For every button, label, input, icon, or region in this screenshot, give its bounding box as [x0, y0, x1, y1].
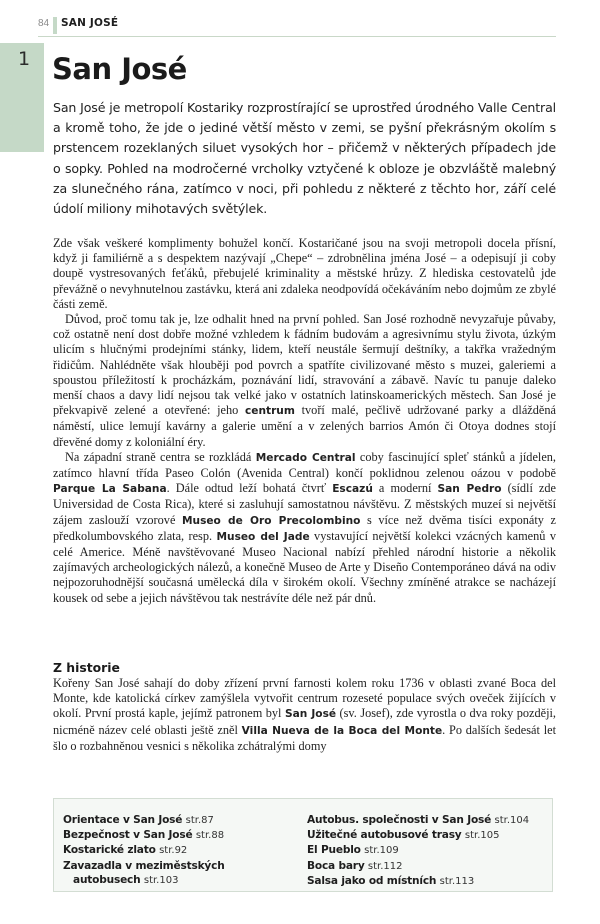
- body-text: [53, 236, 556, 606]
- text-run: s více než dvěma tisíci exponáty z předkolumbovského zlata, resp.: [53, 512, 556, 543]
- xref-page: str.103: [143, 874, 179, 886]
- xref-page: str.109: [364, 845, 399, 857]
- intro-paragraph: San José je metropolí Kostariky rozprostírající se uprostřed úrodného Valle Central a kromě toho, že jde o jediné větší město v zemi, se pyšní překrásným okolím s prstencem rozeklaných siluet vysokých hor – přičemž v některých případech jde o sopky. Pohled na modročerné vrcholky vztyčené k obloze je obzvláště malebný za slunečného rána, zatímco v noci, při pohledu z některé z těchto hor, září celé údolí miliony mihotavých světýlek.: [53, 100, 556, 217]
- cross-reference-item[interactable]: [63, 828, 225, 843]
- cross-reference-item[interactable]: [63, 859, 225, 888]
- text-run: vystavující největší kolekci vzácných kamenů v celé Americe. Méně navštěvované Museo Nacional nabízí přehled národní historie a několik zajímavých archeologických nálezů, a konečně Museo de Arte y Diseño Contemporáneo dává na odiv nejpozoruhodnější současná umělecká díla v širokém okolí. Všechny zmíněné atrakce se nacházejí kousek od sebe a jejich návštěvou tak nestrávíte déle než pár dnů.: [53, 528, 556, 605]
- text-run: a moderní: [372, 481, 438, 496]
- cross-reference-item[interactable]: [307, 828, 529, 843]
- highlight-mercado-central: Mercado Central: [255, 451, 356, 464]
- xref-label: Bezpečnost v San José: [63, 829, 193, 842]
- body-paragraph-3: [53, 450, 556, 606]
- highlight-museo-del-jade: Museo del Jade: [216, 530, 310, 543]
- xref-page: str.87: [185, 815, 214, 826]
- text-run: coby fascinující spleť stánků a jídelen, zatímco hlavní třída Paseo Colón (Avenida Central) končí poklidnou zelenou oázou v podobě: [53, 449, 556, 481]
- xref-label-continued: autobusech: [73, 873, 141, 886]
- running-title: SAN JOSÉ: [61, 17, 119, 29]
- section-heading-history: Z historie: [53, 660, 120, 675]
- highlight-escazu: Escazú: [332, 483, 373, 496]
- chapter-number: 1: [18, 48, 31, 70]
- cross-reference-item[interactable]: [307, 859, 529, 874]
- xref-page: str.112: [367, 860, 403, 872]
- cross-reference-column-left: [63, 813, 225, 888]
- body-paragraph-2: [53, 312, 556, 450]
- running-header: [38, 14, 556, 37]
- cross-reference-item[interactable]: [63, 813, 225, 828]
- chapter-tab: [0, 43, 44, 152]
- highlight-centrum: centrum: [245, 405, 295, 418]
- xref-label: Boca bary: [307, 859, 365, 872]
- text-run: tvoří malé, pečlivě udržované parky a dlážděná náměstí, ulice lemují kavárny a galerie umění a v zelených barrios Amón či Otoya dodnes stojí dřevěné domy z koloniální éry.: [53, 403, 556, 449]
- text-run: Kořeny San José sahají do doby zřízení první farnosti kolem roku 1736 v oblasti zvané Boca del Monte, kde katolická církev zamýšlela vytvořit centrum rozeseté populace svých oveček žijících v okolí. První prostá kaple, jejímž patronem byl: [53, 676, 556, 721]
- cross-reference-box: [53, 798, 553, 892]
- cross-reference-item[interactable]: [63, 843, 225, 858]
- xref-label: El Pueblo: [307, 844, 361, 857]
- highlight-san-jose: San José: [284, 708, 337, 721]
- text-run: Důvod, proč tomu tak je, lze odhalit hned na první pohled. San José rozhodně nevyzařuje půvaby, což ostatně není dost dobře možné vzhledem k fádním budovám a agresivnímu stylu života, úzkým ulicím s hlučnými prodejními stánky, lidem, kteří neustále šermují deštníky, a takřka vražedným řidičům. Nahlédněte však hlouběji pod povrch a spatříte civilizované město s muzei, galeriemi a spoustou příležitostí k procházkám, poznávání lidí, stravování a zábavě. Navíc tu panuje daleko menší chaos a davy lidí nejsou tak velké jako v ostatních latinskoamerických městech. San José je překvapivě zelené a otevřené: jeho: [53, 312, 556, 418]
- history-paragraph: [53, 676, 556, 754]
- xref-label: Salsa jako od místních: [307, 874, 437, 887]
- xref-page: str.113: [439, 875, 475, 887]
- highlight-san-pedro: San Pedro: [437, 483, 502, 496]
- highlight-parque-la-sabana: Parque La Sabana: [53, 483, 167, 496]
- page-number: 84: [38, 18, 50, 29]
- cross-reference-item[interactable]: [307, 843, 529, 858]
- xref-page: str.88: [195, 830, 225, 842]
- page-title: San José: [52, 52, 187, 86]
- xref-page: str.105: [464, 830, 500, 842]
- highlight-museo-de-oro: Museo de Oro Precolombino: [181, 514, 361, 527]
- xref-label: Orientace v San José: [63, 814, 183, 826]
- text-run: . Dále odtud leží bohatá čtvrť: [166, 481, 333, 496]
- xref-label: Kostarické zlato: [63, 844, 156, 857]
- cross-reference-item[interactable]: [307, 813, 529, 828]
- xref-label: Užitečné autobusové trasy: [307, 829, 462, 842]
- text-run: (sv. Josef), zde vyrostla o dva roky později, nicméně název celé oblasti ještě zněl: [53, 706, 557, 737]
- text-run: . Po dalších šedesát let šlo o rozbahněnou vesnici s několika zchátralými domy: [53, 722, 556, 753]
- xref-label: Autobus. společnosti v San José: [307, 814, 492, 826]
- xref-page: str.104: [494, 815, 530, 826]
- xref-label: Zavazadla v meziměstských: [63, 859, 225, 872]
- text-run: Na západní straně centra se rozkládá: [65, 449, 256, 464]
- text-run: (sídlí zde Universidad de Costa Rica), které si zasluhují samostatnou návštěvu. Z městských muzeí si největší zájem zaslouží vzorové: [53, 481, 556, 527]
- cross-reference-column-right: [307, 813, 529, 889]
- highlight-villa-nueva: Villa Nueva de la Boca del Monte: [241, 724, 443, 737]
- xref-page: str.92: [159, 845, 188, 857]
- header-accent-bar: [53, 17, 57, 34]
- cross-reference-item[interactable]: [307, 874, 529, 889]
- body-paragraph-1: Zde však veškeré komplimenty bohužel končí. Kostaričané jsou na svoji metropoli docela přísní, když ji familiérně a s despektem nazývají „Chepe“ – zdrobnělina jména José – a odepisují ji coby doupě vystresovaných feťáků, přebujelé kriminality a městské hrůzy. Z hlediska cestovatelů jde převážně o nevyhnutelnou zastávku, která ani zdaleka neodpovídá očekáváním nebo dojmům ze zbylé části země.: [53, 236, 556, 311]
